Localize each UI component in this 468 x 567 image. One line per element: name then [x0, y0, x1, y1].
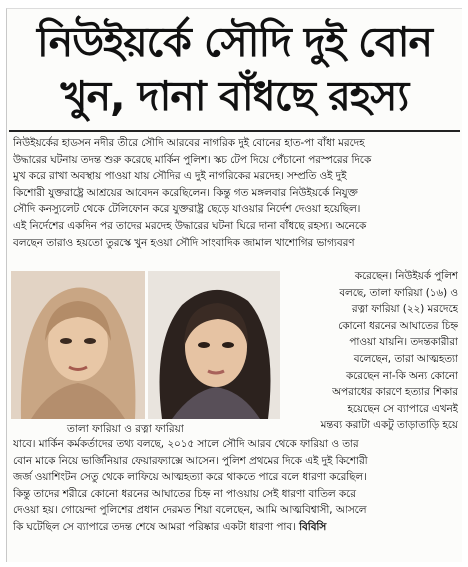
body-line: কি ঘটেছিল সে ব্যাপারে তদন্ত শেষে আমরা পরিষ্কার একটা ধারণা পাব। [13, 520, 296, 533]
body-line: বলছে, তালা ফারিয়া (১৬) ও [339, 286, 458, 299]
body-line: কোনো ধরনের আঘাতের চিহ্ন [338, 319, 458, 332]
body-line: কিশোরী যুক্তরাষ্ট্রে আশ্রয়ের আবেদন করেছিলেন। কিন্তু গত মঙ্গলবার নিউইয়র্কে নিযুক্ত [13, 186, 358, 199]
body-line: বোন মাকে নিয়ে ভার্জিনিয়ার ফেয়ারফ্যাক্সে আসেন। পুলিশ প্রথমের দিকে এই দুই কিশোরী [13, 454, 368, 467]
body-line: বলছেন তারাও হয়তো তুরস্কে খুন হওয়া সৌদি সাংবাদিক জামাল খাশোগির ভাগ্যবরণ [13, 236, 355, 249]
article-body-bottom [13, 436, 457, 536]
body-line: উদ্ধারের ঘটনায় তদন্ত শুরু করেছে মার্কিন পুলিশ। স্কচ টেপ দিয়ে পেঁচানো পরস্পরের দিকে [13, 153, 372, 166]
article-body-side [284, 268, 458, 417]
body-line: নিউইয়র্কের হাডসন নদীর তীরে সৌদি আরবের নাগরিক দুই বোনের হাত-পা বাঁধা মরদেহ [13, 137, 365, 149]
body-line: অপরাধের কারণে হত্যার শিকার [332, 386, 458, 399]
photo-rotna-farea [148, 271, 280, 419]
body-line: বলেছেন, তারা আত্মহত্যা [353, 352, 458, 365]
body-line: সৌদি কনস্যুলেট থেকে টেলিফোন করে যুক্তরাষ্ট্র ছেড়ে যাওয়ার নির্দেশ দেওয়া হয়েছিল। [13, 203, 361, 216]
news-clipping [6, 8, 462, 562]
body-line: করেছেন না-কি অন্য কোনো [345, 369, 458, 382]
headline-line-2: খুন, দানা বাঁধছে রহস্য [60, 72, 409, 120]
source-credit: বিবিসি [299, 520, 327, 533]
body-line: মন্তব্য করাটা একটু তাড়াতাড়ি হয়ে [320, 419, 458, 431]
body-line: করেছেন। নিউইয়র্ক পুলিশ [354, 270, 458, 282]
photo-tala-farea [11, 271, 145, 419]
body-line: দেওয়া হয়। গোয়েন্দা পুলিশের প্রধান দেরমত শিয়া বলেছেন, আমি আত্মবিশ্বাসী, আসলে [13, 504, 367, 517]
body-line: মুখ করে রাখা অবস্থায় পাওয়া যায় সৌদির এ দুই নাগরিকের মরদেহ। সম্প্রতি ওই দুই [13, 170, 347, 183]
body-line: পাওয়া যায়নি। তদন্তকারীরা [349, 336, 458, 349]
body-line: যাবে। মার্কিন কর্মকর্তাদের তথ্য বলছে, ২০১৫ সালে সৌদি আরব থেকে ফারিয়া ও তার [13, 438, 359, 450]
body-line-with-credit [13, 519, 457, 536]
body-line: এই নির্দেশের একদিন পর তাদের মরদেহ উদ্ধারের ঘটনা ঘিরে দানা বাঁধছে রহস্য। অনেকে [13, 219, 367, 232]
photo-caption: তালা ফারিয়া ও রত্না ফারিয়া [67, 423, 184, 435]
article-body-side-last [242, 417, 458, 434]
body-line: জর্জ ওয়াশিংটন সেতু থেকে লাফিয়ে আত্মহত্যা করে থাকতে পারে বলে ধারণা করেছিল। [13, 471, 367, 484]
body-line: কিন্তু তাদের শরীরে কোনো ধরনের আঘাতের চিহ্ন না পাওয়ায় সেই ধারণা বাতিল করে [13, 487, 356, 500]
body-line: হয়েছেন সে ব্যাপারে এখনই [347, 402, 458, 415]
headline-rule [9, 130, 460, 132]
body-line: রত্না ফারিয়া (২২) মরদেহে [351, 303, 458, 316]
headline-line-1: নিউইয়র্কে সৌদি দুই বোন [37, 18, 432, 66]
article-body-top [13, 135, 457, 251]
